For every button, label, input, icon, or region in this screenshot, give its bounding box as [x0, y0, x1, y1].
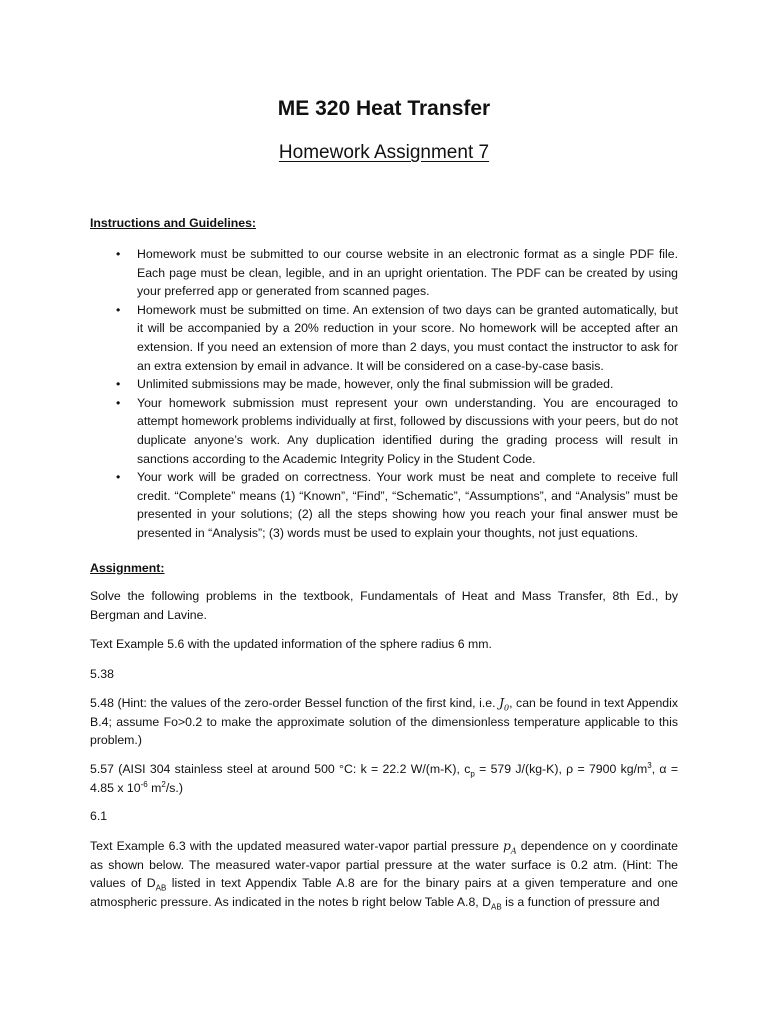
- example-5-6-block: [90, 635, 678, 654]
- problem-5-48-text: 5.48 (Hint: the values of the zero-order Bessel function of the first kind, i.e.: [90, 696, 500, 710]
- problem-6-1-block: [90, 807, 678, 826]
- list-item-text: Your homework submission must represent your own understanding. You are encouraged to attempt homework problems individually at first, followed by discussions with your peers, but do not duplicate anyone’s work. Any duplication identified during the grading process will result in sanctions according to the Academic Integrity Policy in the Student Code.: [137, 395, 678, 466]
- bessel-letter: J: [499, 696, 504, 710]
- dab-subscript-1: AB: [155, 883, 167, 893]
- list-item: [90, 301, 678, 375]
- problem-5-57: [90, 760, 678, 797]
- bullet-icon: •: [116, 470, 121, 485]
- list-item: [90, 245, 678, 301]
- bullet-icon: •: [116, 377, 121, 392]
- bullet-icon: •: [116, 247, 121, 261]
- p557-sup-4: 2: [161, 779, 166, 789]
- list-item: [90, 468, 678, 542]
- example-6-3-block: [90, 837, 678, 911]
- problem-5-38: 5.38: [90, 667, 114, 681]
- list-item: [90, 375, 678, 394]
- list-item-text: Your work will be graded on correctness. Your work must be neat and complete to receive full credit. “Complete” means (1) “Known”, “Find”, “Schematic”, “Assumptions”, and “Analysis” must be presented in your solutions; (2) all the steps showing how you reach your final answer must be presented in “Analysis”; (3) words must be used to explain your thoughts, not just equations.: [137, 470, 678, 540]
- problem-5-48-text-cont: , can be found in text Appendix B.4; assume Fo>0.2 to make the approximate solution of the dimensionless temperature applicable to this problem.): [90, 696, 678, 748]
- problem-5-48: [90, 694, 678, 750]
- problem-example-5-6: Text Example 5.6 with the updated information of the sphere radius 6 mm.: [90, 637, 492, 651]
- pressure-letter: p: [502, 839, 511, 853]
- pressure-symbol: [502, 839, 517, 856]
- e63-text-4: is a function of pressure and: [501, 894, 660, 909]
- instructions-section: [90, 214, 678, 233]
- problem-5-38-block: [90, 665, 678, 684]
- e63-text-3: listed in text Appendix Table A.8 are for the binary pairs at a given temperature and one atmospheric pressure. As indicated in the notes b right below Table A.8, D: [90, 876, 678, 909]
- p557-text-4: m: [147, 780, 162, 795]
- list-item-text: Unlimited submissions may be made, however, only the final submission will be graded.: [137, 377, 614, 392]
- assignment-heading-block: [90, 559, 678, 578]
- p557-sub-1: p: [470, 769, 475, 779]
- instructions-heading: Instructions and Guidelines:: [90, 216, 257, 230]
- dab-subscript-2: AB: [491, 902, 502, 912]
- list-item-text: Homework must be submitted to our course website in an electronic format as a single PDF file. Each page must be clean, legible, and in an upright orientation. The PDF can be created by using your preferred app or generated from scanned pages.: [137, 247, 678, 299]
- p557-text-5: /s.): [165, 780, 183, 795]
- instructions-list: [90, 245, 678, 543]
- p557-sup-3: -6: [140, 779, 148, 789]
- list-item: [90, 394, 678, 468]
- assignment-heading: Assignment:: [90, 561, 165, 575]
- assignment-intro-block: [90, 587, 678, 624]
- subtitle-text: Homework Assignment 7: [278, 142, 490, 163]
- pressure-subscript: A: [510, 846, 517, 856]
- bullet-icon: •: [116, 395, 121, 410]
- problem-example-6-3: [90, 837, 678, 911]
- problem-6-1: 6.1: [90, 809, 108, 823]
- bullet-icon: •: [116, 302, 121, 317]
- p557-text-3: , α = 4.85 x 10: [90, 762, 679, 795]
- e63-text-1: Text Example 6.3 with the updated measured water-vapor partial pressure: [90, 839, 503, 853]
- problem-5-48-block: [90, 694, 678, 750]
- assignment-intro: Solve the following problems in the textbook, Fundamentals of Heat and Mass Transfer, 8th Ed., by Bergman and Lavine.: [90, 589, 678, 622]
- document-title: ME 320 Heat Transfer: [277, 97, 491, 120]
- p557-text-2: = 579 J/(kg-K), ρ = 7900 kg/m: [474, 762, 648, 776]
- e63-text-2: dependence on y coordinate as shown below. The measured water-vapor partial pressure at the water surface is 0.2 atm. (Hint: The values of D: [90, 839, 678, 891]
- bessel-symbol: [499, 696, 510, 713]
- document-subtitle: [0, 140, 768, 166]
- bessel-subscript: 0: [504, 703, 510, 713]
- list-item-text: Homework must be submitted on time. An extension of two days can be granted automatically, but it will be accompanied by a 20% reduction in your score. No homework will be accepted after an extension. If you need an extension of more than 2 days, you must contact the instructor to ask for an extra extension by email in advance. It will be considered on a case-by-case basis.: [137, 302, 678, 373]
- problem-5-57-block: [90, 760, 678, 797]
- p557-text-1: 5.57 (AISI 304 stainless steel at around 500 °C: k = 22.2 W/(m-K), c: [90, 762, 471, 776]
- p557-sup-2: 3: [647, 760, 652, 770]
